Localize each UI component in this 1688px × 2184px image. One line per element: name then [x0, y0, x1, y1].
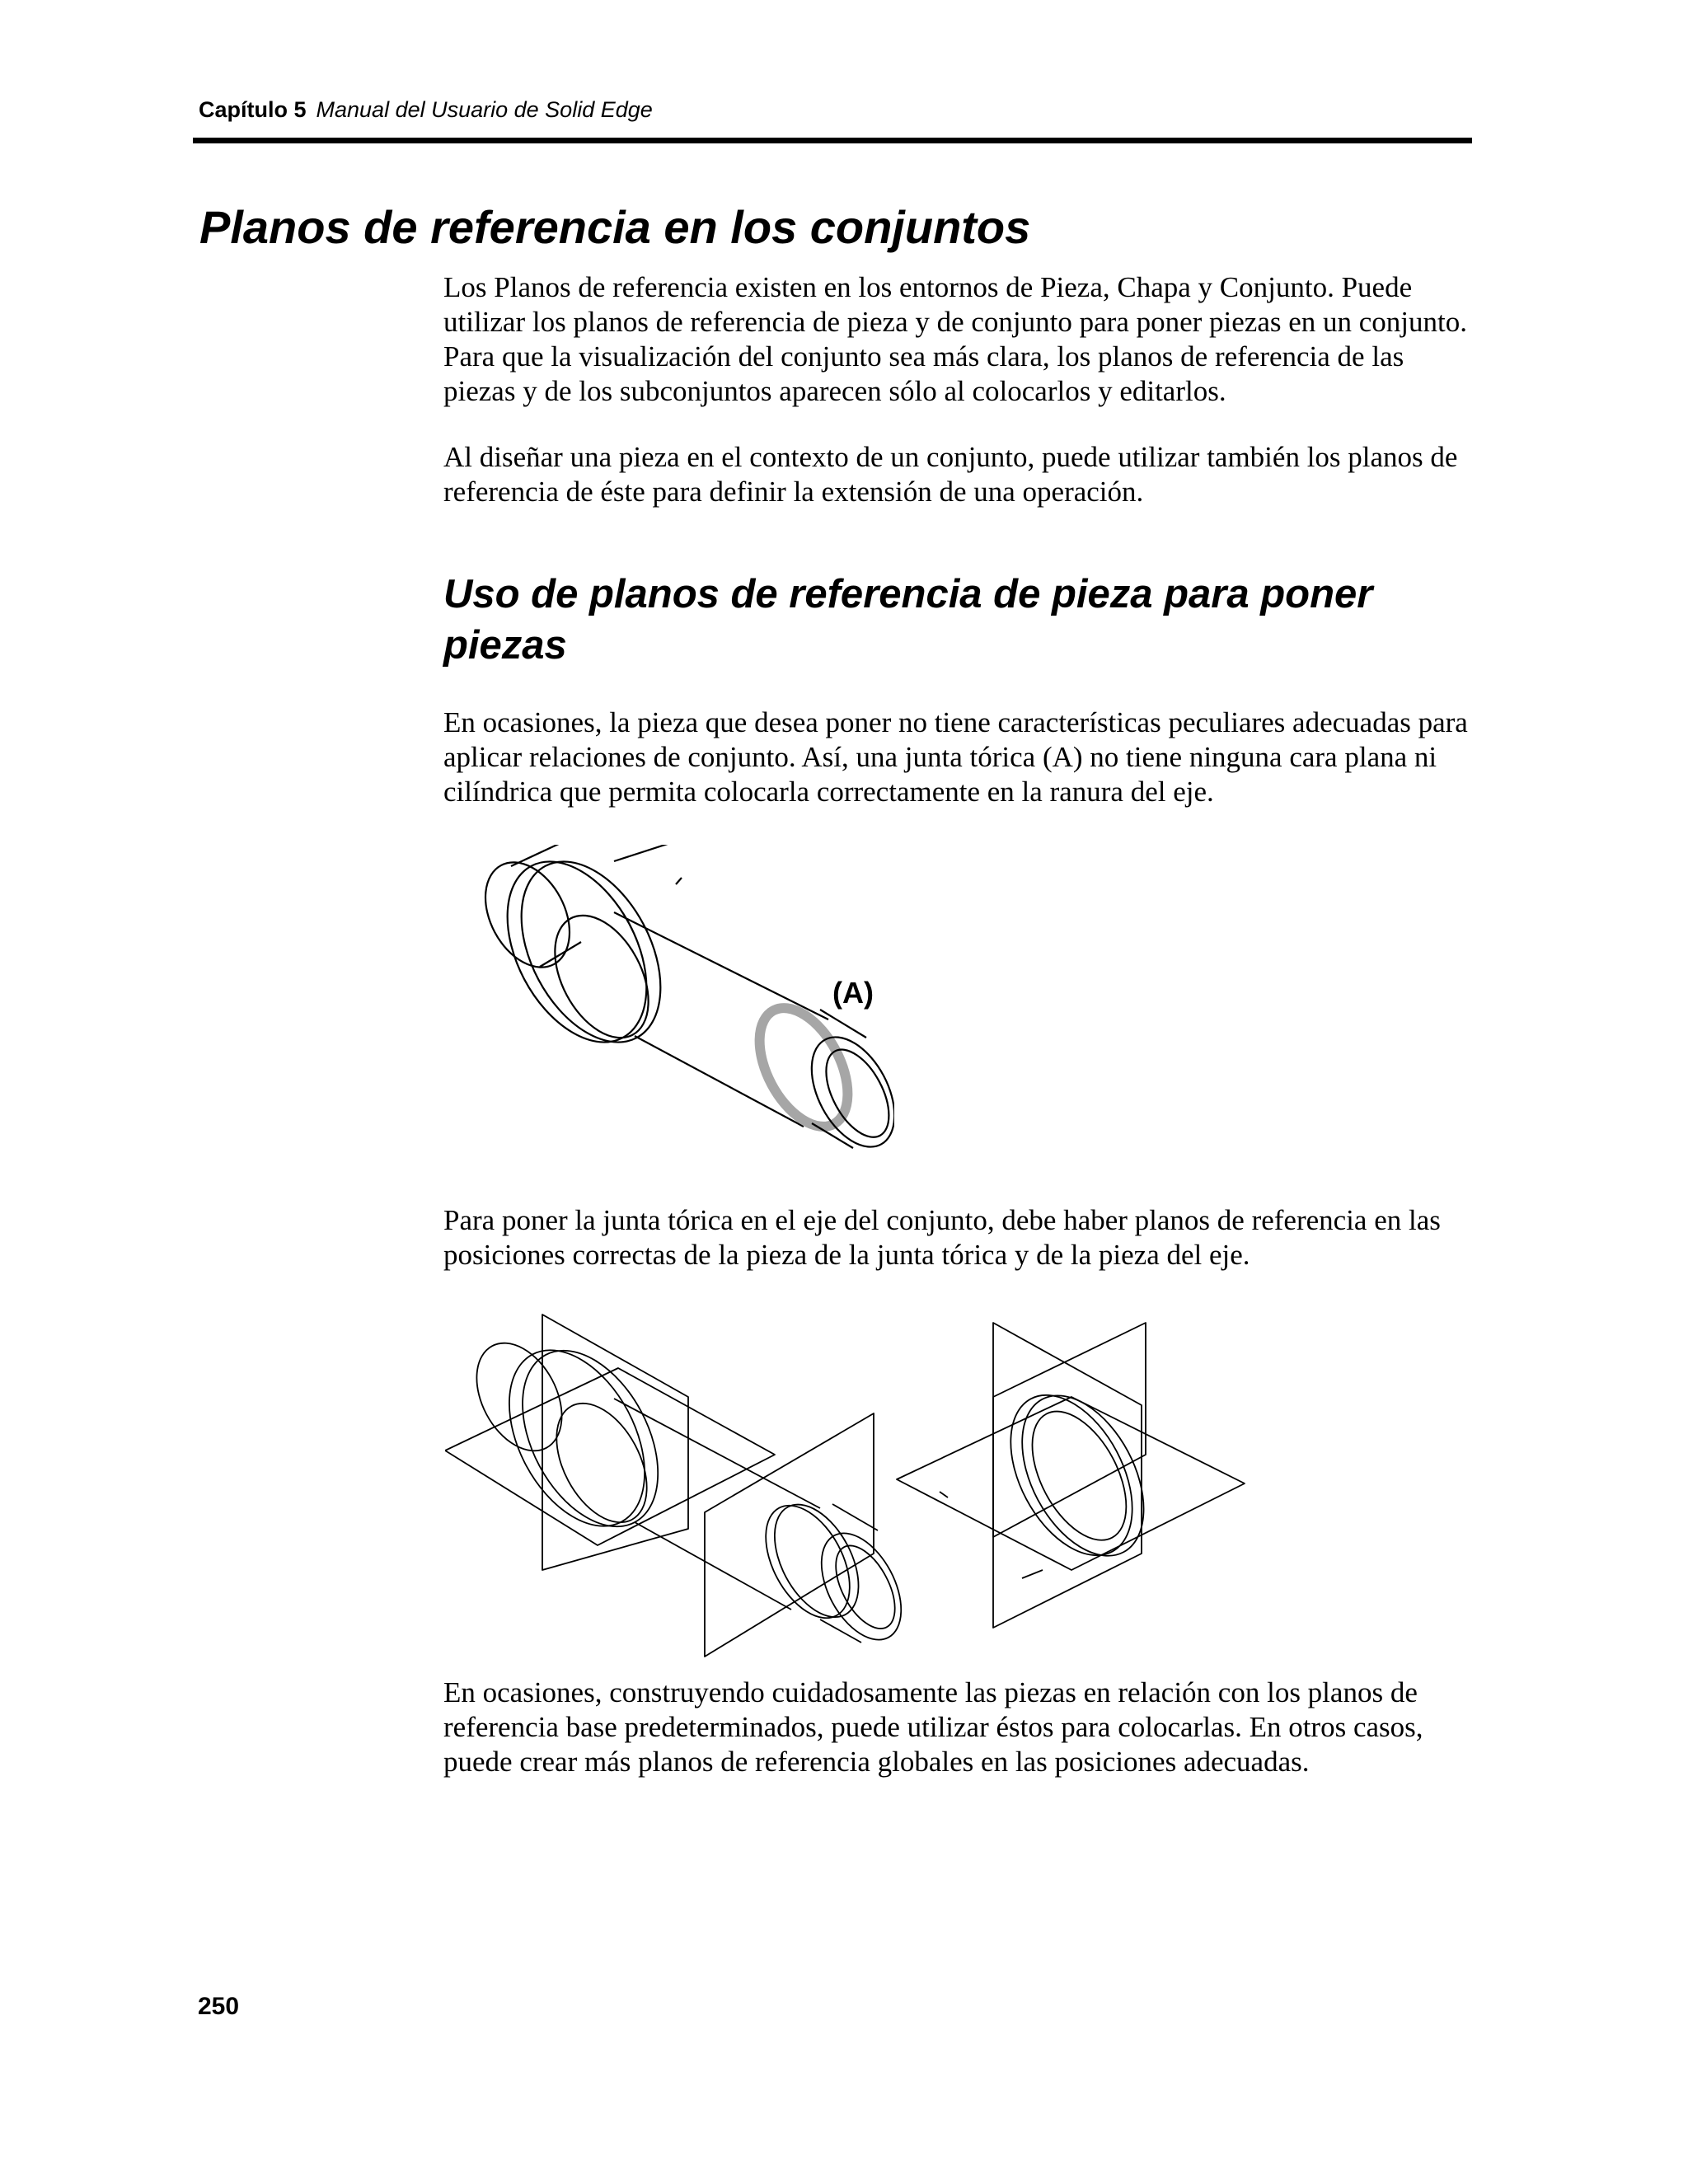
oring-with-planes [897, 1323, 1245, 1628]
header-rule [193, 138, 1472, 143]
oring-shape [742, 993, 866, 1141]
oring-label: (A) [832, 976, 874, 1010]
book-title: Manual del Usuario de Solid Edge [316, 97, 653, 122]
shaft-oring-figure [466, 845, 894, 1174]
paragraph-base-planes: En ocasiones, construyendo cuidadosamente las piezas en relación con los planos de referencia base predeterminados, puede utilizar éstos para colocarlas. En otros casos, puede crear más planos de referencia globales en las posiciones adecuadas. [443, 1676, 1423, 1778]
section-title: Planos de referencia en los conjuntos [199, 201, 1031, 253]
paragraph-in-context-design: Al diseñar una pieza en el contexto de un conjunto, puede utilizar también los planos de referencia de éste para definir la extensión de una operación. [443, 441, 1458, 508]
subsection-title: Uso de planos de referencia de pieza para poner piezas [443, 572, 1373, 668]
paragraph-oring-problem: En ocasiones, la pieza que desea poner no tiene características peculiares adecuadas para aplicar relaciones de conjunto. Así, una junta tórica (A) no tiene ninguna cara plana ni cilíndrica que permita colocarla correctamente en la ranura del eje. [443, 706, 1468, 808]
paragraph-reference-planes-positions: Para poner la junta tórica en el eje del conjunto, debe haber planos de referencia en las posiciones correctas de la pieza de la junta tórica y de la pieza del eje. [443, 1204, 1441, 1271]
running-header [199, 97, 653, 123]
reference-planes-figure [445, 1306, 1253, 1661]
chapter-label: Capítulo 5 [199, 97, 307, 122]
page-number: 250 [198, 1993, 240, 2020]
paragraph-reference-planes-intro: Los Planos de referencia existen en los entornos de Pieza, Chapa y Conjunto. Puede utilizar los planos de referencia de pieza y de conjunto para poner piezas en un conjunto. Para que la visualización del conjunto sea más clara, los planos de referencia de las piezas y de los subconjuntos aparecen sólo al colocarlos y editarlos. [443, 271, 1468, 407]
shaft-with-planes [445, 1315, 917, 1657]
